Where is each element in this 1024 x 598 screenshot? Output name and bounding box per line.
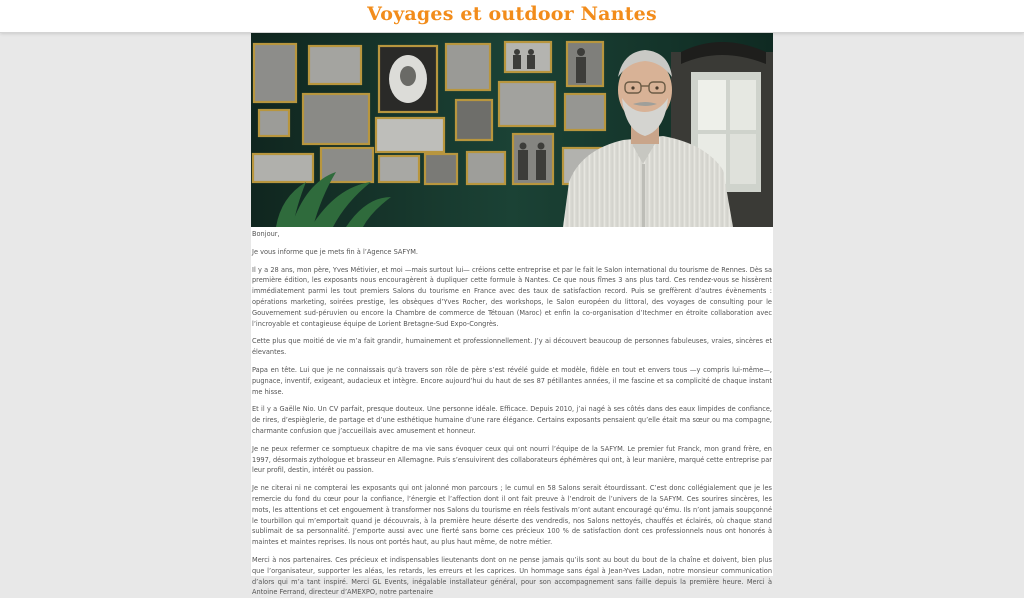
paragraph-history: Il y a 28 ans, mon père, Yves Métivier, et moi —mais surtout lui— créions cette entreprise et par le fait le Salon international du tourisme de Rennes. Dès sa première édition, les exposants nous encouragèrent à dupliquer cette formule à Nantes. Ce que nous fîmes 3 ans plus tard. Ces rendez-vous se hissèrent immédiatement parmi les tout premiers Salons du tourisme en France avec des taux de satisfaction record. Puis se greffèrent d’autres évènements : opérations marketing, soirées prestige, les obsèques d’Yves Rocher, des workshops, le Salon européen du littoral, des voyages de consulting pour le Gouvernement sud-péruvien ou encore la Chambre de commerce de Tétouan (Maroc) et enfin la co-organisation d’Itechmer en étroite collaboration avec l’incroyable et contagieuse équipe de Lorient Bretagne-Sud Expo-Congrès. (252, 265, 772, 328)
paragraph-partners: Merci à nos partenaires. Ces précieux et indispensables lieutenants dont on ne pense jamais qu’ils sont au bout du bout de la chaîne et doivent, bien plus que l’organisateur, supporter les aléas, les retards, les erreurs et les caprices. Un hommage sans égal à Jean-Yves Ladan, notre monsieur communication d’alors qui m’a tant inspiré. Merci GL Events, inégalable installateur général, pour son accompagnement sans faille depuis la première heure. Merci à Antoine Ferrand, directeur d’AMEXPO, notre partenaire (252, 555, 772, 597)
paragraph-gaelle: Et il y a Gaëlle Nio. Un CV parfait, presque douteux. Une personne idéale. Efficace. Depuis 2010, j’ai nagé à ses côtés dans des eaux limpides de confiance, de rires, d’espièglerie, de partage et d’une esthétique humaine d’une rare élégance. Certains exposants pensaient qu’elle était ma sœur ou ma compagne, charmante confusion que j’accueillais avec amusement et honneur. (252, 405, 772, 435)
site-title[interactable]: Voyages et outdoor Nantes (367, 3, 657, 25)
site-header (0, 0, 1024, 33)
paragraph-exhibitors: Je ne citerai ni ne compterai les exposants qui ont jalonné mon parcours ; le cumul en 58 Salons serait étourdissant. C’est donc collégialement que je les remercie du fond du cœur pour la confiance, l’énergie et l’affection dont il ont fait preuve à l’endroit de l’univers de la SAFYM. Ces sourires sincères, les mots, les attentions et cet engouement à transformer nos Salons du tourisme en réels festivals m’ont autant encouragé qu’ému. Ils n’ont jamais soupçonné le tourbillon qui m’emportait quand je découvrais, à la première heure déserte des vendredis, nos Salons nettoyés, chauffés et éclairés, où chaque stand sublimait de sa personnalité. J’emporte aussi avec une fierté sans borne ces précieux 100 % de satisfaction dont ces professionnels nous ont honorés à maintes et maintes reprises. Ils nous ont portés haut, au plus haut même, de notre métier. (252, 484, 772, 547)
article-page (251, 32, 773, 597)
paragraph-growth: Cette plus que moitié de vie m’a fait grandir, humainement et professionnellement. J’y ai découvert beaucoup de personnes fabuleuses, vraies, sincères et élevantes. (252, 337, 772, 357)
portrait-photo-wall-image (251, 32, 773, 227)
paragraph-team: Je ne peux refermer ce somptueux chapitre de ma vie sans évoquer ceux qui ont nourri l’équipe de la SAFYM. Le premier fut Franck, mon grand frère, en 1997, désormais zythologue et brasseur en Allemagne. Puis s’ensuivirent des collaborateurs éphémères qui ont, à leur manière, marqué cette entreprise par leur profil, destin, intérêt ou passion. (252, 444, 772, 475)
paragraph-father: Papa en tête. Lui que je ne connaissais qu’à travers son rôle de père s’est révélé guide et modèle, fidèle en tout et envers tous —y compris lui-même—, pugnace, inventif, exigeant, audacieux et intègre. Encore aujourd’hui du haut de ses 87 pétillantes années, il me fascine et sa complicité de chaque instant me hisse. (252, 365, 772, 396)
article-body (251, 229, 773, 598)
greeting: Bonjour, (252, 230, 280, 238)
paragraph-announcement: Je vous informe que je mets fin à l’Agence SAFYM. (252, 247, 419, 256)
banner-image (251, 32, 773, 227)
